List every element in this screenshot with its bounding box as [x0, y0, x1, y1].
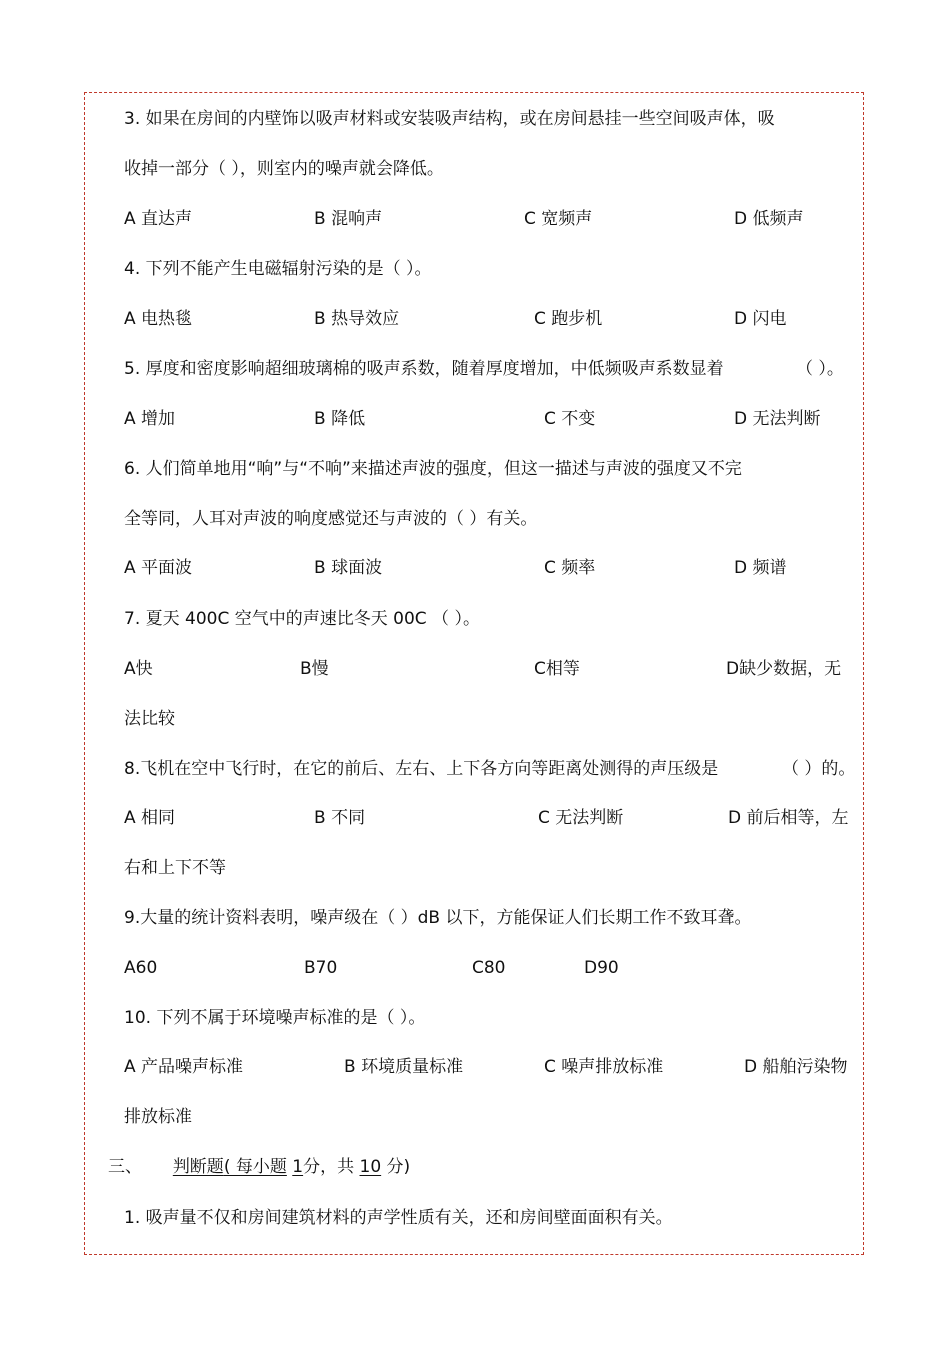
question-4-option-a: A 电热毯 [124, 309, 193, 329]
question-7-option-c: C相等 [534, 659, 580, 679]
question-3-option-c: C 宽频声 [524, 209, 593, 229]
question-7-option-d: D缺少数据，无 [726, 659, 842, 679]
question-6-line-2: 全等同，人耳对声波的响度感觉还与声波的（ ）有关。 [124, 509, 538, 529]
question-9-option-d: D90 [584, 958, 619, 978]
question-4-option-c: C 跑步机 [534, 309, 603, 329]
section-number: 三、 [108, 1157, 142, 1177]
question-3-line-1: 3. 如果在房间的内壁饰以吸声材料或安装吸声结构，或在房间悬挂一些空间吸声体，吸 [124, 109, 775, 129]
section-3-heading [108, 1156, 410, 1178]
question-5-answer-blank: （ ）。 [796, 359, 844, 379]
section-points-suffix: 分) [386, 1157, 411, 1177]
question-3-option-d: D 低频声 [734, 209, 804, 229]
section-points-prefix: ( 每小题 [223, 1157, 287, 1177]
question-9-option-c: C80 [472, 958, 506, 978]
question-9-option-b: B70 [304, 958, 338, 978]
question-4-option-d: D 闪电 [734, 309, 787, 329]
question-7-option-a: A快 [124, 659, 153, 679]
question-6-line-1: 6. 人们简单地用“响”与“不响”来描述声波的强度，但这一描述与声波的强度又不完 [124, 459, 742, 479]
question-3-option-a: A 直达声 [124, 209, 193, 229]
question-7-line-1: 7. 夏天 400C 空气中的声速比冬天 00C （ ）。 [124, 609, 480, 629]
question-10-option-d-continued: 排放标准 [124, 1107, 192, 1127]
section-title: 判断题 [172, 1157, 224, 1177]
question-3-line-2: 收掉一部分（ ），则室内的噪声就会降低。 [124, 159, 444, 179]
question-9-option-a: A60 [124, 958, 158, 978]
question-7-option-b: B慢 [300, 659, 329, 679]
question-5-option-a: A 增加 [124, 409, 176, 429]
question-5-option-c: C 不变 [544, 409, 596, 429]
question-4-option-b: B 热导效应 [314, 309, 400, 329]
question-10-option-c: C 噪声排放标准 [544, 1057, 664, 1077]
question-8-option-d-continued: 右和上下不等 [124, 858, 226, 878]
question-6-option-c: C 频率 [544, 558, 596, 578]
question-4-line-1: 4. 下列不能产生电磁辐射污染的是（ ）。 [124, 259, 432, 279]
question-8-option-c: C 无法判断 [538, 808, 624, 828]
question-10-option-d: D 船舶污染物 [744, 1057, 848, 1077]
question-8-option-b: B 不同 [314, 808, 366, 828]
question-5-option-b: B 降低 [314, 409, 366, 429]
question-7-option-d-continued: 法比较 [124, 709, 175, 729]
total-points: 10 [359, 1157, 382, 1177]
question-8-option-a: A 相同 [124, 808, 176, 828]
question-8-option-d: D 前后相等，左 [728, 808, 849, 828]
question-6-option-a: A 平面波 [124, 558, 193, 578]
section-points-middle: 分，共 [303, 1157, 355, 1177]
question-6-option-d: D 频谱 [734, 558, 787, 578]
question-5-line-1: 5. 厚度和密度影响超细玻璃棉的吸声系数，随着厚度增加，中低频吸声系数显着 [124, 359, 724, 379]
question-8-answer-blank: （ ）的。 [782, 759, 856, 779]
question-3-option-b: B 混响声 [314, 209, 383, 229]
points-per-question: 1 [292, 1157, 304, 1177]
question-10-line-1: 10. 下列不属于环境噪声标准的是（ ）。 [124, 1008, 426, 1028]
question-10-option-a: A 产品噪声标准 [124, 1057, 244, 1077]
question-8-line-1: 8.飞机在空中飞行时，在它的前后、左右、上下各方向等距离处测得的声压级是 [124, 759, 719, 779]
question-6-option-b: B 球面波 [314, 558, 383, 578]
question-10-option-b: B 环境质量标准 [344, 1057, 464, 1077]
question-9-line-1: 9.大量的统计资料表明，噪声级在（ ）dB 以下，方能保证人们长期工作不致耳聋。 [124, 908, 752, 928]
true-false-question-1: 1. 吸声量不仅和房间建筑材料的声学性质有关，还和房间壁面面积有关。 [124, 1208, 673, 1228]
question-5-option-d: D 无法判断 [734, 409, 821, 429]
